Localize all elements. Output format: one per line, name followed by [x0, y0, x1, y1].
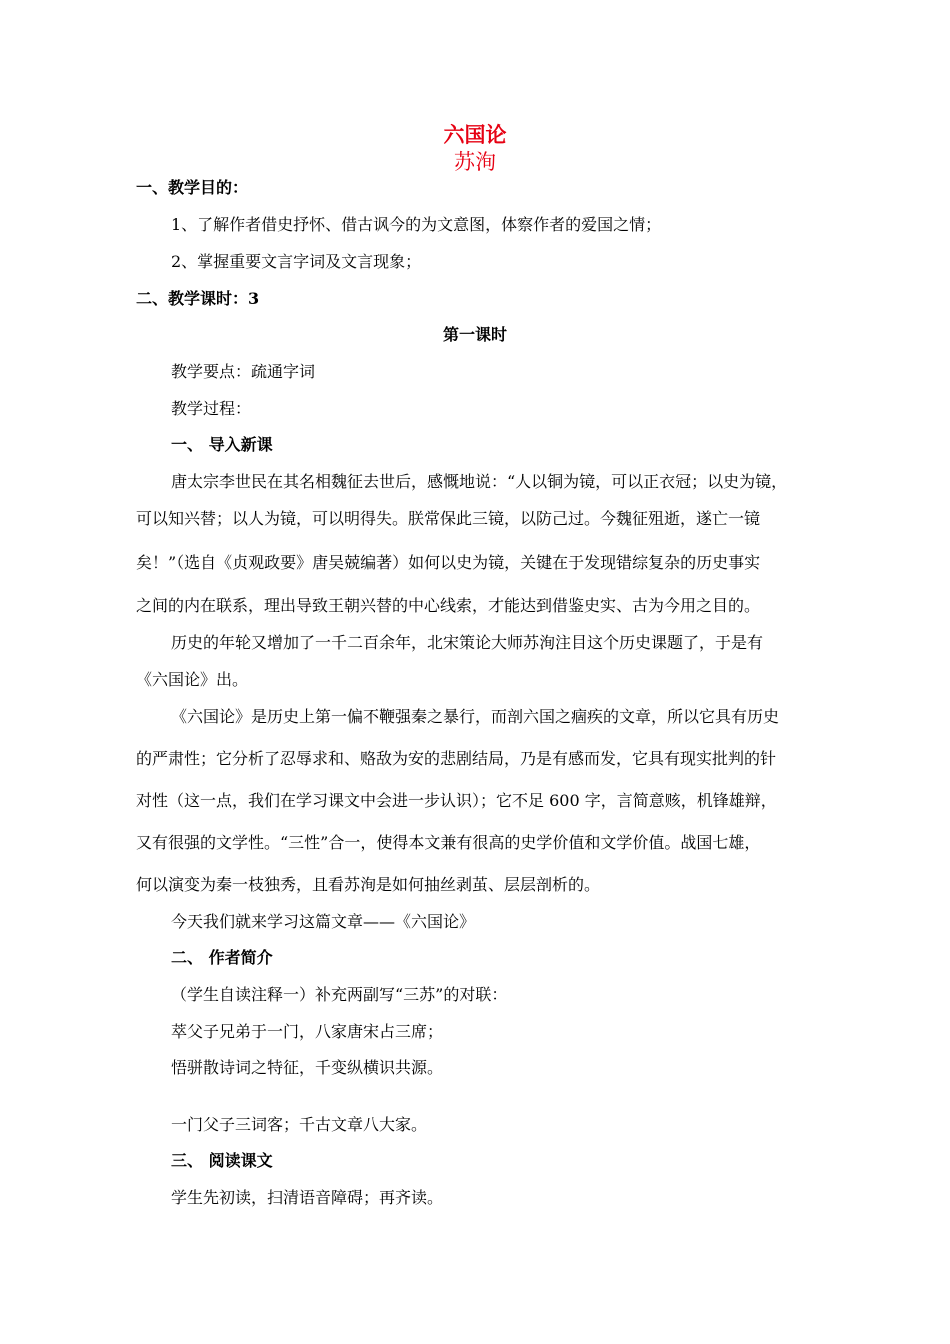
step-heading-author: 二、 作者简介 — [171, 948, 273, 967]
teaching-key-points: 教学要点：疏通字词 — [171, 362, 316, 381]
paragraph-line: 的严肃性；它分析了忍辱求和、赂敌为安的悲剧结局，乃是有感而发，它具有现实批判的针 — [136, 749, 777, 768]
teaching-process: 教学过程： — [171, 399, 252, 418]
paragraph-line: 何以演变为秦一枝独秀，且看苏洵是如何抽丝剥茧、层层剖析的。 — [136, 875, 601, 894]
document-title: 六国论 — [443, 122, 507, 147]
document-author: 苏洵 — [454, 150, 496, 174]
paragraph-line: 之间的内在联系，理出导致王朝兴替的中心线索，才能达到借鉴史实、古为今用之目的。 — [136, 596, 761, 615]
paragraph-line: 《六国论》出。 — [136, 670, 249, 689]
step-heading-reading: 三、 阅读课文 — [171, 1151, 273, 1170]
paragraph-line: 《六国论》是历史上第一偏不鞭强秦之暴行，而剖六国之痼疾的文章，所以它具有历史 — [171, 707, 780, 726]
heading-teaching-goals: 一、教学目的： — [136, 178, 249, 197]
paragraph-line: 学生先初读，扫清语音障碍；再齐读。 — [171, 1188, 444, 1207]
couplet-line: 悟骈散诗词之特征，千变纵横识共源。 — [171, 1058, 444, 1077]
paragraph-line: 今天我们就来学习这篇文章——《六国论》 — [171, 912, 476, 931]
paragraph-line: （学生自读注释一）补充两副写“三苏”的对联： — [171, 985, 508, 1004]
heading-teaching-hours: 二、教学课时：3 — [136, 289, 260, 308]
couplet-line: 萃父子兄弟于一门，八家唐宋占三席； — [171, 1022, 444, 1041]
goal-item-2: 2、掌握重要文言字词及文言现象； — [171, 252, 422, 271]
goal-item-1: 1、了解作者借史抒怀、借古讽今的为文意图，体察作者的爱国之情； — [171, 215, 662, 234]
paragraph-line: 对性（这一点，我们在学习课文中会进一步认识）；它不足 600 字，言简意赅，机锋雄辩， — [136, 791, 777, 810]
paragraph-line: 可以知兴替；以人为镜，可以明得失。朕常保此三镜，以防己过。今魏征殂逝，遂亡一镜 — [136, 509, 761, 528]
step-heading-intro: 一、 导入新课 — [171, 435, 273, 454]
paragraph-line: 历史的年轮又增加了一千二百余年，北宋策论大师苏洵注目这个历史课题了，于是有 — [171, 633, 764, 652]
paragraph-line: 唐太宗李世民在其名相魏征去世后，感慨地说：“人以铜为镜，可以正衣冠；以史为镜， — [171, 472, 788, 491]
paragraph-line: 又有很强的文学性。“三性”合一，使得本文兼有很高的史学价值和文学价值。战国七雄， — [136, 833, 761, 852]
couplet-line: 一门父子三词客；千古文章八大家。 — [171, 1115, 428, 1134]
lesson-one-title: 第一课时 — [442, 325, 507, 344]
paragraph-line: 矣！”（选自《贞观政要》唐吴兢编著）如何以史为镜，关键在于发现错综复杂的历史事实 — [136, 553, 761, 572]
